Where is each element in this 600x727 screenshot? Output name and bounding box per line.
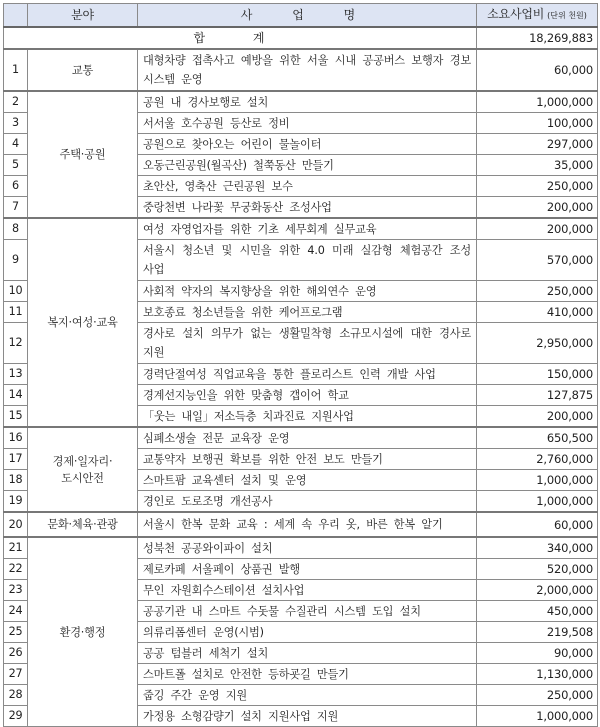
project-cost: 35,000 bbox=[477, 155, 598, 176]
project-cost: 1,000,000 bbox=[477, 706, 598, 727]
project-name: 교통약자 보행권 확보를 위한 안전 보도 만들기 bbox=[138, 449, 477, 470]
header-cost-unit: (단위 천원) bbox=[547, 11, 587, 20]
project-cost: 250,000 bbox=[477, 685, 598, 706]
project-cost: 340,000 bbox=[477, 537, 598, 559]
project-name: 심폐소생술 전문 교육장 운영 bbox=[138, 427, 477, 449]
project-name: 스마트팜 교육센터 설치 및 운영 bbox=[138, 470, 477, 491]
row-number: 1 bbox=[4, 49, 28, 91]
category-cell: 문화·체육·관광 bbox=[28, 512, 138, 537]
table-row bbox=[4, 537, 598, 559]
project-name: 서울시 청소년 및 시민을 위한 4.0 미래 실감형 체험공간 조성사업 bbox=[138, 240, 477, 281]
category-cell: 환경·행정 bbox=[28, 537, 138, 727]
project-name: 보호종료 청소년들을 위한 케어프로그램 bbox=[138, 302, 477, 323]
project-cost: 200,000 bbox=[477, 406, 598, 428]
header-category: 분야 bbox=[28, 4, 138, 28]
project-cost: 200,000 bbox=[477, 218, 598, 240]
project-cost: 1,000,000 bbox=[477, 91, 598, 113]
row-number: 21 bbox=[4, 537, 28, 559]
project-cost: 570,000 bbox=[477, 240, 598, 281]
row-number: 25 bbox=[4, 622, 28, 643]
row-number: 4 bbox=[4, 134, 28, 155]
project-cost: 60,000 bbox=[477, 512, 598, 537]
project-cost: 520,000 bbox=[477, 559, 598, 580]
project-cost: 150,000 bbox=[477, 364, 598, 385]
project-name: 제로카페 서울페이 상품권 발행 bbox=[138, 559, 477, 580]
row-number: 16 bbox=[4, 427, 28, 449]
header-project: 사 업 명 bbox=[138, 4, 477, 28]
project-cost: 2,760,000 bbox=[477, 449, 598, 470]
row-number: 13 bbox=[4, 364, 28, 385]
row-number: 15 bbox=[4, 406, 28, 428]
table-row bbox=[4, 218, 598, 240]
header-index bbox=[4, 4, 28, 28]
row-number: 2 bbox=[4, 91, 28, 113]
row-number: 18 bbox=[4, 470, 28, 491]
row-number: 27 bbox=[4, 664, 28, 685]
row-number: 24 bbox=[4, 601, 28, 622]
project-name: 성북천 공공와이파이 설치 bbox=[138, 537, 477, 559]
project-name: 의류리폼센터 운영(시범) bbox=[138, 622, 477, 643]
category-cell: 경제·일자리·도시안전 bbox=[28, 427, 138, 512]
project-name: 경인로 도로조명 개선공사 bbox=[138, 491, 477, 513]
header-cost bbox=[477, 4, 598, 28]
category-cell: 교통 bbox=[28, 49, 138, 91]
project-name: 스마트폴 설치로 안전한 등하굣길 만들기 bbox=[138, 664, 477, 685]
project-name: 대형차량 접촉사고 예방을 위한 서울 시내 공공버스 보행자 경보시스템 운영 bbox=[138, 49, 477, 91]
table-row bbox=[4, 427, 598, 449]
project-name: 경계선지능인을 위한 맞춤형 갭이어 학교 bbox=[138, 385, 477, 406]
project-cost: 1,000,000 bbox=[477, 470, 598, 491]
header-cost-label: 소요사업비 bbox=[487, 7, 545, 21]
project-cost: 450,000 bbox=[477, 601, 598, 622]
row-number: 6 bbox=[4, 176, 28, 197]
row-number: 5 bbox=[4, 155, 28, 176]
project-cost: 60,000 bbox=[477, 49, 598, 91]
project-name: 공원 내 경사보행로 설치 bbox=[138, 91, 477, 113]
project-name: 「웃는 내일」저소득층 치과진료 지원사업 bbox=[138, 406, 477, 428]
row-number: 20 bbox=[4, 512, 28, 537]
category-cell: 주택·공원 bbox=[28, 91, 138, 218]
project-cost: 650,500 bbox=[477, 427, 598, 449]
project-name: 가정용 소형감량기 설치 지원사업 지원 bbox=[138, 706, 477, 727]
project-cost: 2,000,000 bbox=[477, 580, 598, 601]
budget-table bbox=[3, 3, 598, 727]
project-cost: 1,130,000 bbox=[477, 664, 598, 685]
table-header-row bbox=[4, 4, 598, 28]
row-number: 17 bbox=[4, 449, 28, 470]
project-cost: 127,875 bbox=[477, 385, 598, 406]
project-cost: 219,508 bbox=[477, 622, 598, 643]
row-number: 22 bbox=[4, 559, 28, 580]
project-name: 사회적 약자의 복지향상을 위한 해외연수 운영 bbox=[138, 281, 477, 302]
project-name: 여성 자영업자를 위한 기초 세무회계 실무교육 bbox=[138, 218, 477, 240]
project-cost: 250,000 bbox=[477, 176, 598, 197]
row-number: 10 bbox=[4, 281, 28, 302]
project-name: 줍깅 주간 운영 지원 bbox=[138, 685, 477, 706]
row-number: 3 bbox=[4, 113, 28, 134]
project-cost: 297,000 bbox=[477, 134, 598, 155]
row-number: 7 bbox=[4, 197, 28, 219]
project-cost: 2,950,000 bbox=[477, 323, 598, 364]
row-number: 14 bbox=[4, 385, 28, 406]
table-row bbox=[4, 91, 598, 113]
row-number: 28 bbox=[4, 685, 28, 706]
row-number: 9 bbox=[4, 240, 28, 281]
project-name: 공공기관 내 스마트 수돗물 수질관리 시스템 도입 설치 bbox=[138, 601, 477, 622]
project-name: 초안산, 영축산 근린공원 보수 bbox=[138, 176, 477, 197]
row-number: 12 bbox=[4, 323, 28, 364]
project-name: 공공 텀블러 세척기 설치 bbox=[138, 643, 477, 664]
category-cell: 복지·여성·교육 bbox=[28, 218, 138, 427]
table-row bbox=[4, 512, 598, 537]
row-number: 29 bbox=[4, 706, 28, 727]
project-cost: 100,000 bbox=[477, 113, 598, 134]
project-name: 중랑천변 나라꽃 무궁화동산 조성사업 bbox=[138, 197, 477, 219]
project-name: 경력단절여성 직업교육을 통한 플로리스트 인력 개발 사업 bbox=[138, 364, 477, 385]
project-name: 공원으로 찾아오는 어린이 물놀이터 bbox=[138, 134, 477, 155]
row-number: 8 bbox=[4, 218, 28, 240]
project-name: 서울시 한복 문화 교육 : 세계 속 우리 옷, 바른 한복 알기 bbox=[138, 512, 477, 537]
project-cost: 90,000 bbox=[477, 643, 598, 664]
project-name: 서서울 호수공원 등산로 정비 bbox=[138, 113, 477, 134]
project-name: 무인 자원회수스테이션 설치사업 bbox=[138, 580, 477, 601]
row-number: 26 bbox=[4, 643, 28, 664]
budget-table-container bbox=[3, 3, 597, 727]
row-number: 11 bbox=[4, 302, 28, 323]
table-row bbox=[4, 49, 598, 91]
project-cost: 250,000 bbox=[477, 281, 598, 302]
total-label: 합 계 bbox=[4, 27, 477, 49]
project-cost: 410,000 bbox=[477, 302, 598, 323]
project-cost: 200,000 bbox=[477, 197, 598, 219]
project-name: 경사로 설치 의무가 없는 생활밀착형 소규모시설에 대한 경사로 지원 bbox=[138, 323, 477, 364]
project-cost: 1,000,000 bbox=[477, 491, 598, 513]
project-name: 오동근린공원(월곡산) 철쭉동산 만들기 bbox=[138, 155, 477, 176]
total-value: 18,269,883 bbox=[477, 27, 598, 49]
row-number: 19 bbox=[4, 491, 28, 513]
row-number: 23 bbox=[4, 580, 28, 601]
total-row bbox=[4, 27, 598, 49]
